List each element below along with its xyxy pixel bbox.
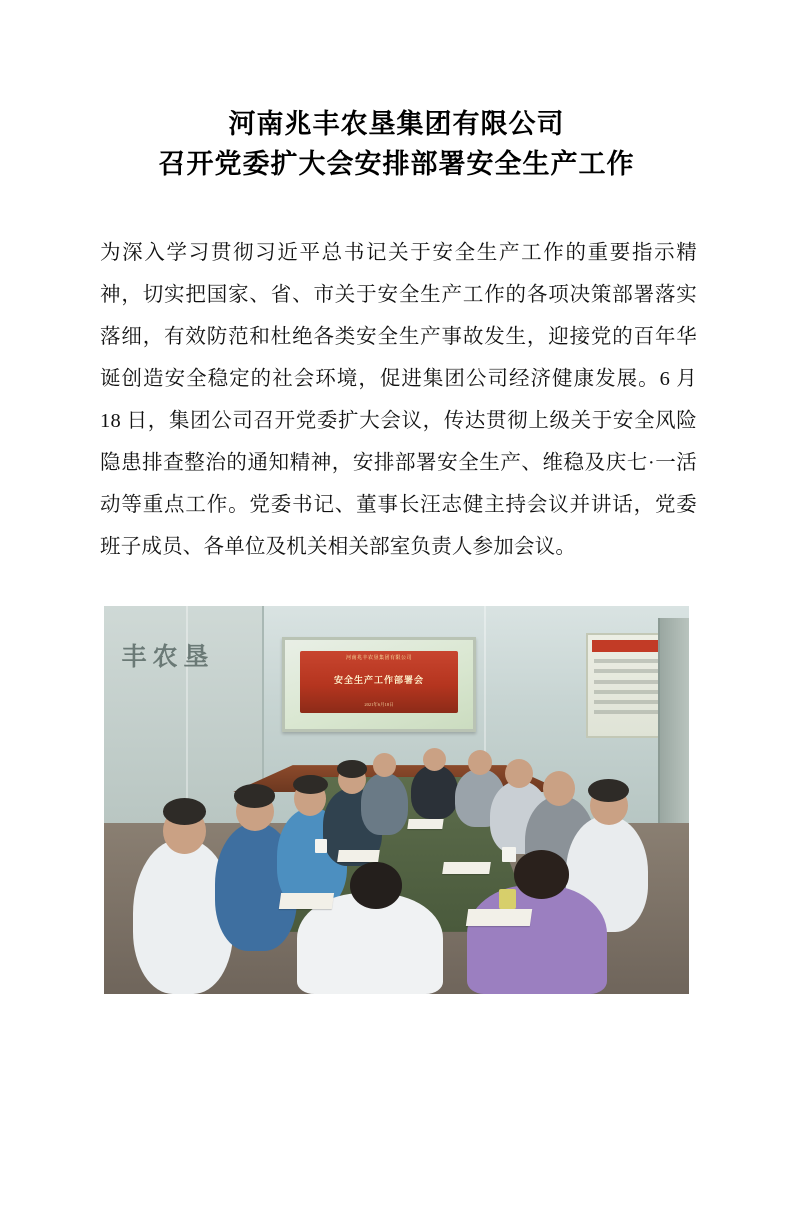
- water-cup: [499, 889, 517, 908]
- attendee-hair: [234, 784, 275, 807]
- attendee-head: [373, 753, 396, 776]
- projection-screen: [282, 637, 475, 732]
- slide-header: 河南兆丰农垦集团有限公司: [346, 656, 413, 662]
- info-board-header: [592, 640, 659, 652]
- water-cup: [315, 839, 328, 853]
- document-paper: [337, 850, 380, 862]
- attendee-head: [423, 748, 446, 771]
- document-paper: [408, 819, 444, 829]
- info-board: [586, 633, 666, 738]
- wall-calligraphy: 丰农垦: [121, 644, 215, 672]
- document-paper: [442, 862, 491, 874]
- title-line-1: 河南兆丰农垦集团有限公司: [228, 109, 565, 139]
- attendee-head: [514, 850, 570, 899]
- document-body: [0, 232, 793, 568]
- figure-block: [0, 606, 793, 994]
- photo-door: [658, 618, 689, 824]
- document-page: [0, 104, 793, 1226]
- attendee-head: [505, 759, 533, 788]
- attendee-hair: [293, 775, 328, 794]
- document-paper: [465, 909, 532, 926]
- slide-content: [300, 651, 457, 713]
- attendee: [411, 765, 458, 819]
- attendee-head: [468, 750, 493, 775]
- title-line-2: 召开党委扩大会安排部署安全生产工作: [158, 149, 635, 179]
- body-paragraph: 为深入学习贯彻习近平总书记关于安全生产工作的重要指示精神，切实把国家、省、市关于安全生产工作的各项决策部署落实落细，有效防范和杜绝各类安全生产事故发生，迎接党的百年华诞创造安全稳定的社会环境，促进集团公司经济健康发展。6 月 18 日，集团公司召开党委扩大会议，传达贯彻上级关于安全风险隐患排查整治的通知精神，安排部署安全生产、维稳及庆七·一活动等重点工作。党委书记、董事长汪志健主持会议并讲话，党委班子成员、各单位及机关相关部室负责人参加会议。: [100, 242, 697, 558]
- attendee-foreground: [467, 885, 607, 994]
- document-paper: [278, 893, 333, 909]
- slide-title: 安全生产工作部署会: [334, 675, 425, 686]
- attendee-head: [350, 862, 403, 909]
- attendee-hair: [588, 779, 629, 802]
- meeting-photo: [104, 606, 689, 994]
- page-title: [0, 104, 793, 184]
- attendee: [361, 773, 408, 835]
- attendee-head: [543, 771, 575, 806]
- attendee-hair: [337, 760, 367, 777]
- slide-footer: 2021年6月18日: [364, 702, 394, 708]
- water-cup: [502, 847, 516, 863]
